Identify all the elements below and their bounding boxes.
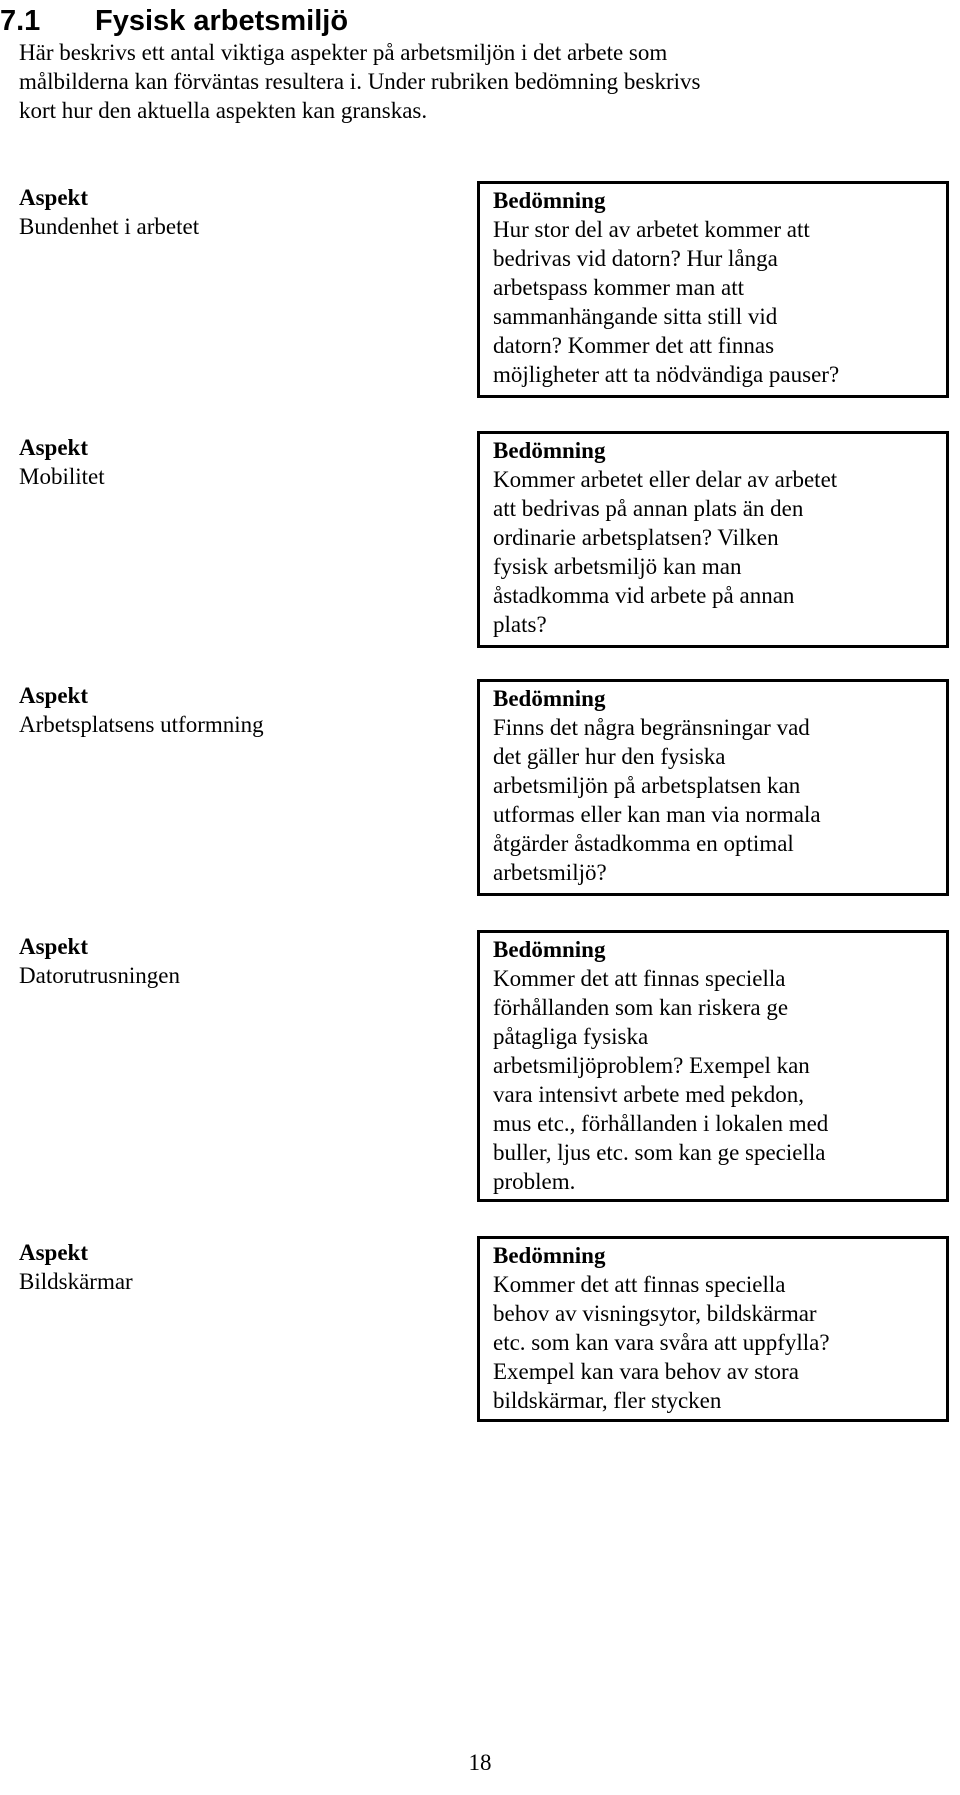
assessment-line: Kommer arbetet eller delar av arbetet: [493, 467, 838, 492]
assessment-label: Bedömning: [493, 438, 606, 463]
aspect-cell: [19, 433, 459, 491]
assessment-line: bedrivas vid datorn? Hur långa: [493, 246, 778, 271]
aspect-label: Aspekt: [19, 683, 89, 708]
assessment-line: datorn? Kommer det att finnas: [493, 333, 775, 358]
aspect-cell: [19, 932, 459, 990]
assessment-line: plats?: [493, 612, 547, 637]
assessment-line: åstadkomma vid arbete på annan: [493, 583, 795, 608]
assessment-box: [477, 181, 949, 398]
assessment-line: vara intensivt arbete med pekdon,: [493, 1082, 805, 1107]
section-title: Fysisk arbetsmiljö: [95, 5, 349, 37]
intro-paragraph: [19, 38, 919, 125]
assessment-line: påtagliga fysiska: [493, 1024, 649, 1049]
assessment-line: arbetsmiljö?: [493, 860, 607, 885]
assessment-line: bildskärmar, fler stycken: [493, 1388, 722, 1413]
aspect-cell: [19, 183, 459, 241]
assessment-line: det gäller hur den fysiska: [493, 744, 726, 769]
aspect-cell: [19, 681, 459, 739]
assessment-line: buller, ljus etc. som kan ge speciella: [493, 1140, 826, 1165]
assessment-label: Bedömning: [493, 937, 606, 962]
page-number: 18: [468, 1750, 492, 1775]
aspect-label: Aspekt: [19, 934, 89, 959]
assessment-line: behov av visningsytor, bildskärmar: [493, 1301, 817, 1326]
assessment-box: [477, 1236, 949, 1422]
aspect-value: Mobilitet: [19, 464, 105, 489]
assessment-line: Hur stor del av arbetet kommer att: [493, 217, 810, 242]
assessment-label: Bedömning: [493, 188, 606, 213]
assessment-text: [493, 713, 940, 887]
assessment-line: förhållanden som kan riskera ge: [493, 995, 789, 1020]
assessment-line: problem.: [493, 1169, 576, 1194]
assessment-text: [493, 465, 940, 639]
assessment-line: utformas eller kan man via normala: [493, 802, 821, 827]
assessment-box: [477, 930, 949, 1202]
section-heading: [0, 2, 348, 40]
intro-line: Här beskrivs ett antal viktiga aspekter på arbetsmiljön i det arbete som: [19, 40, 668, 65]
assessment-line: att bedrivas på annan plats än den: [493, 496, 804, 521]
assessment-line: Exempel kan vara behov av stora: [493, 1359, 799, 1384]
assessment-text: [493, 964, 940, 1196]
assessment-line: möjligheter att ta nödvändiga pauser?: [493, 362, 840, 387]
aspect-label: Aspekt: [19, 435, 89, 460]
aspect-value: Bildskärmar: [19, 1269, 133, 1294]
assessment-line: arbetspass kommer man att: [493, 275, 745, 300]
assessment-text: [493, 1270, 940, 1415]
assessment-text: [493, 215, 940, 389]
intro-line: målbilderna kan förväntas resultera i. Under rubriken bedömning beskrivs: [19, 69, 701, 94]
intro-line: kort hur den aktuella aspekten kan granskas.: [19, 98, 428, 123]
aspect-cell: [19, 1238, 459, 1296]
assessment-label: Bedömning: [493, 686, 606, 711]
assessment-line: Kommer det att finnas speciella: [493, 966, 786, 991]
assessment-label: Bedömning: [493, 1243, 606, 1268]
assessment-line: Finns det några begränsningar vad: [493, 715, 810, 740]
assessment-line: ordinarie arbetsplatsen? Vilken: [493, 525, 779, 550]
section-number: 7.1: [0, 5, 41, 37]
assessment-line: fysisk arbetsmiljö kan man: [493, 554, 742, 579]
assessment-line: arbetsmiljön på arbetsplatsen kan: [493, 773, 801, 798]
aspect-value: Bundenhet i arbetet: [19, 214, 200, 239]
assessment-line: Kommer det att finnas speciella: [493, 1272, 786, 1297]
assessment-line: sammanhängande sitta still vid: [493, 304, 778, 329]
aspect-label: Aspekt: [19, 185, 89, 210]
aspect-value: Datorutrusningen: [19, 963, 180, 988]
assessment-line: mus etc., förhållanden i lokalen med: [493, 1111, 829, 1136]
aspect-value: Arbetsplatsens utformning: [19, 712, 264, 737]
assessment-box: [477, 431, 949, 648]
aspect-label: Aspekt: [19, 1240, 89, 1265]
assessment-line: åtgärder åstadkomma en optimal: [493, 831, 794, 856]
assessment-box: [477, 679, 949, 896]
assessment-line: etc. som kan vara svåra att uppfylla?: [493, 1330, 830, 1355]
assessment-line: arbetsmiljöproblem? Exempel kan: [493, 1053, 810, 1078]
